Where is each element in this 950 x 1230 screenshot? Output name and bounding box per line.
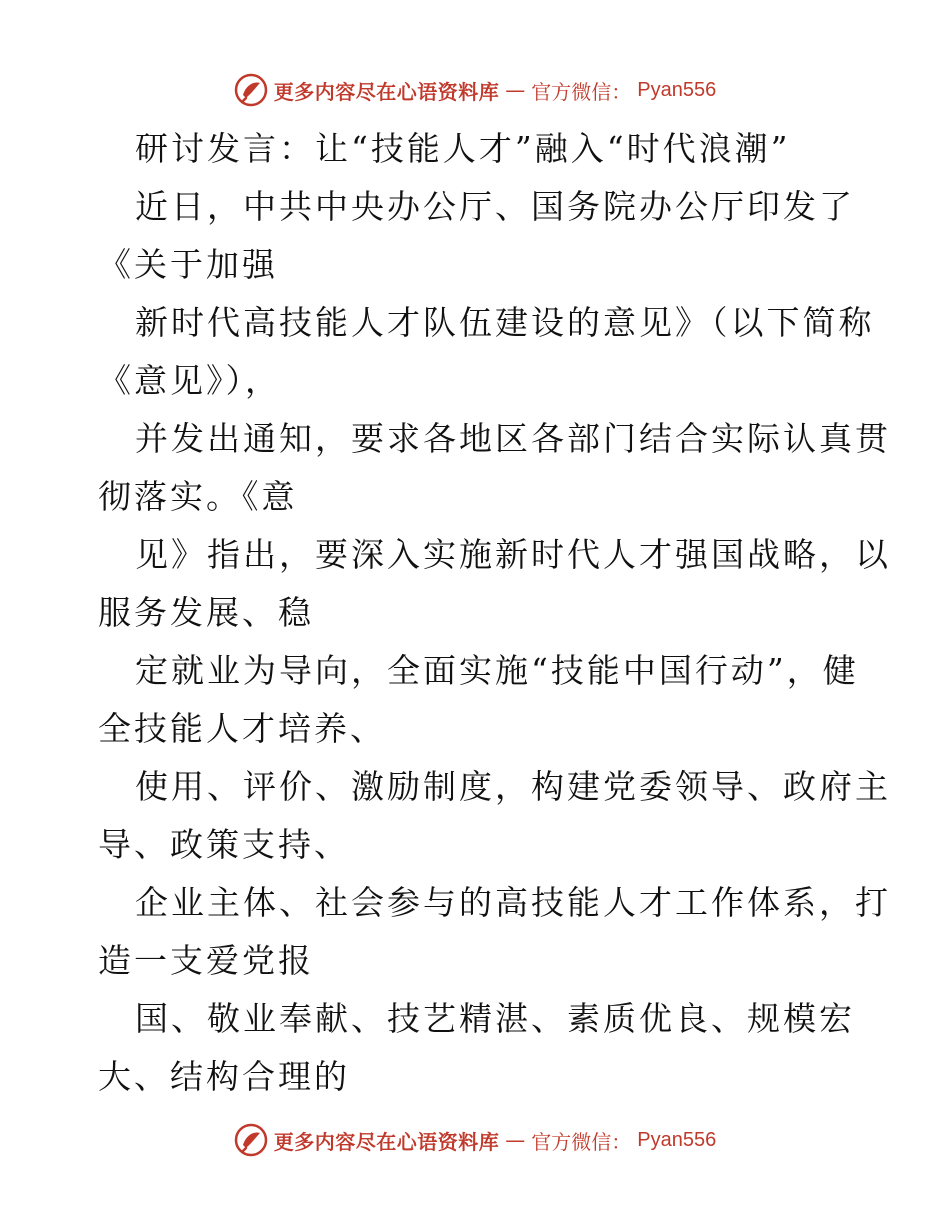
document-title-line: 研讨发言：让“技能人才”融入“时代浪潮”	[135, 129, 791, 168]
banner-main-text: 更多内容尽在心语资料库	[273, 1129, 500, 1154]
brand-logo-icon	[234, 1123, 268, 1157]
brand-logo-icon	[234, 73, 268, 107]
paragraph-line: 《关于加强	[98, 245, 278, 284]
paragraph-line: 新时代高技能人才队伍建设的意见》（以下简称	[135, 303, 875, 342]
banner-dash: —	[505, 1128, 526, 1152]
document-body	[98, 120, 891, 1106]
banner-main-text: 更多内容尽在心语资料库	[273, 79, 500, 104]
paragraph-line: 使用、评价、激励制度，构建党委领导、政府主	[135, 767, 891, 806]
paragraph-line: 企业主体、社会参与的高技能人才工作体系，打	[135, 883, 891, 922]
banner-wechat-id: Pyan556	[637, 78, 717, 101]
paragraph-line: 造一支爱党报	[98, 941, 314, 980]
footer-banner	[0, 1120, 950, 1160]
paragraph-line: 大、结构合理的	[98, 1057, 350, 1096]
banner-dash: —	[505, 78, 526, 102]
paragraph-line: 导、政策支持、	[98, 825, 350, 864]
paragraph-line: 《意见》），	[98, 361, 281, 400]
banner-wechat-id: Pyan556	[637, 1128, 717, 1151]
paragraph-line: 近日，中共中央办公厅、国务院办公厅印发了	[135, 187, 855, 226]
paragraph-line: 彻落实。《意	[98, 477, 298, 516]
paragraph-line: 并发出通知，要求各地区各部门结合实际认真贯	[135, 419, 891, 458]
banner-wechat-label: 官方微信：	[531, 79, 632, 104]
banner-wechat-label: 官方微信：	[531, 1129, 632, 1154]
paragraph-line: 服务发展、稳	[98, 593, 314, 632]
paragraph-line: 定就业为导向，全面实施“技能中国行动”，健	[135, 651, 859, 690]
paragraph-line: 国、敬业奉献、技艺精湛、素质优良、规模宏	[135, 999, 855, 1038]
paragraph-line: 见》指出，要深入实施新时代人才强国战略，以	[135, 535, 891, 574]
paragraph-line: 全技能人才培养、	[98, 709, 386, 748]
header-banner	[0, 70, 950, 110]
